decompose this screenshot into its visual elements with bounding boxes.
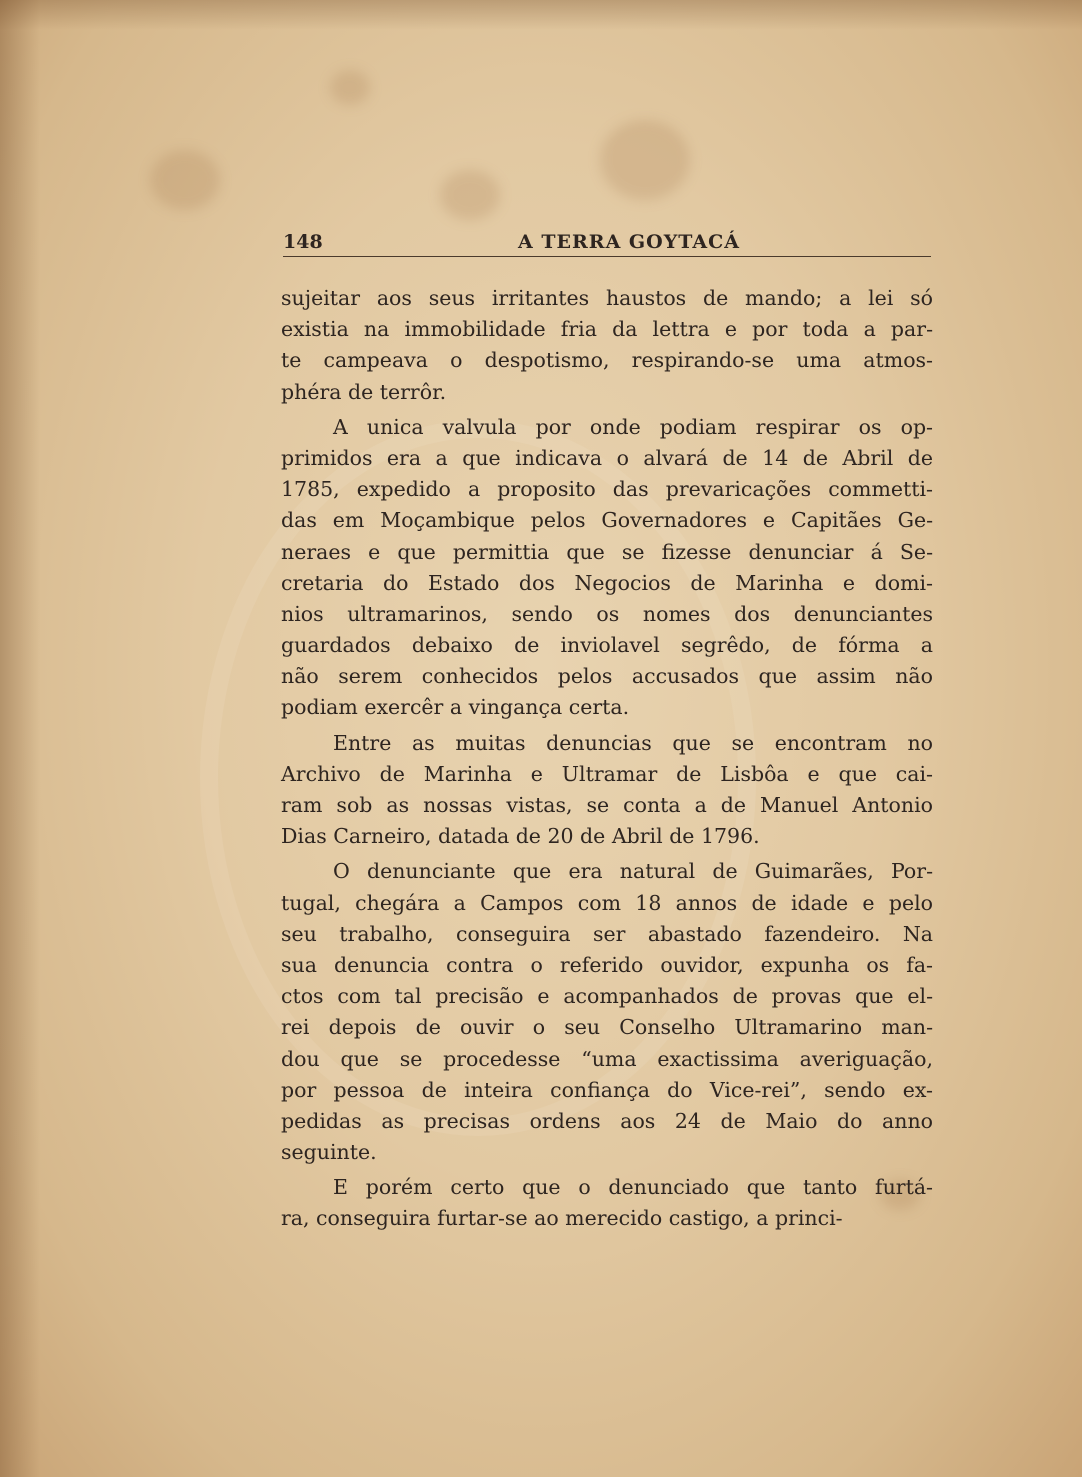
text-line: O denunciante que era natural de Guimarães, Por- xyxy=(333,859,933,884)
text-line: sua denuncia contra o referido ouvidor, expunha os fa- xyxy=(281,952,933,977)
text-line: neraes e que permittia que se fizesse denunciar á Se- xyxy=(281,539,933,564)
paragraph xyxy=(281,283,933,408)
paper-stain xyxy=(440,170,500,220)
text-line: guardados debaixo de inviolavel segrêdo, de fórma a xyxy=(281,633,933,658)
text-line: te campeava o despotismo, respirando-se uma atmos- xyxy=(281,348,933,373)
text-line: E porém certo que o denunciado que tanto furtá- xyxy=(333,1175,933,1200)
text-line: phéra de terrôr. xyxy=(281,379,447,404)
text-line: primidos era a que indicava o alvará de 14 de Abril de xyxy=(281,445,933,470)
text-line: 1785, expedido a proposito das prevaricações commetti- xyxy=(281,477,933,502)
paper-stain xyxy=(330,70,370,105)
text-line: sujeitar aos seus irritantes haustos de mando; a lei só xyxy=(281,286,933,310)
text-line: rei depois de ouvir o seu Conselho Ultramarino man- xyxy=(281,1015,933,1040)
text-line: das em Moçambique pelos Governadores e Capitães Ge- xyxy=(281,508,933,533)
page-edge-shadow-top xyxy=(0,0,1082,30)
text-line: seu trabalho, conseguira ser abastado fazendeiro. Na xyxy=(281,921,933,946)
text-line: ra, conseguira furtar-se ao merecido castigo, a princi- xyxy=(281,1206,843,1231)
text-line: A unica valvula por onde podiam respirar os op- xyxy=(333,414,933,439)
text-line: Archivo de Marinha e Ultramar de Lisbôa e que cai- xyxy=(281,761,933,786)
text-line: podiam exercêr a vingança certa. xyxy=(281,695,630,720)
text-line: ram sob as nossas vistas, se conta a de Manuel Antonio xyxy=(281,793,933,817)
page-number: 148 xyxy=(283,231,323,253)
text-line: dou que se procedesse “uma exactissima averiguação, xyxy=(281,1046,933,1071)
body-text xyxy=(281,283,933,1235)
page-header xyxy=(283,228,931,257)
text-line: Dias Carneiro, datada de 20 de Abril de 1796. xyxy=(281,824,760,849)
text-line: não serem conhecidos pelos accusados que assim não xyxy=(281,664,933,689)
paragraph xyxy=(281,856,933,1168)
paragraph xyxy=(281,412,933,724)
text-line: ctos com tal precisão e acompanhados de provas que el- xyxy=(281,984,933,1009)
text-line: Entre as muitas denuncias que se encontram no xyxy=(333,730,933,755)
page-edge-shadow-left xyxy=(0,0,40,1477)
paper-stain xyxy=(150,150,220,210)
text-line: nios ultramarinos, sendo os nomes dos denunciantes xyxy=(281,601,933,626)
text-line: tugal, chegára a Campos com 18 annos de idade e pelo xyxy=(281,890,933,915)
text-line: cretaria do Estado dos Negocios de Marinha e domi- xyxy=(281,570,933,595)
running-title: A TERRA GOYTACÁ xyxy=(518,231,740,253)
text-line: existia na immobilidade fria da lettra e por toda a par- xyxy=(281,317,933,342)
text-line: por pessoa de inteira confiança do Vice-rei”, sendo ex- xyxy=(281,1077,933,1102)
text-line: pedidas as precisas ordens aos 24 de Maio do anno xyxy=(281,1108,933,1133)
paper-stain xyxy=(600,120,690,200)
text-line: seguinte. xyxy=(281,1140,377,1165)
paragraph xyxy=(281,728,933,853)
paragraph xyxy=(281,1172,933,1234)
